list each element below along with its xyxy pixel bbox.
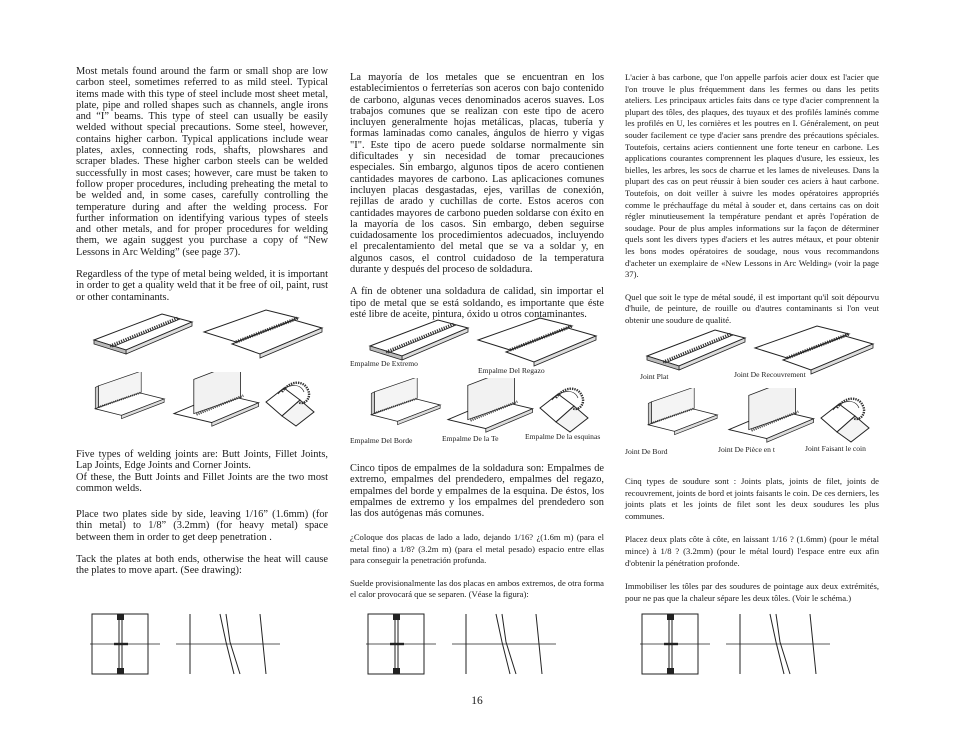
spanish-tack-diagram: [366, 612, 566, 683]
french-label-tee: Joint De Pièce en t: [718, 445, 775, 454]
spanish-label-edge: Empalme Del Borde: [350, 436, 413, 445]
french-regardless: Quel que soit le type de métal soudé, il est important qu'il soit dépourvu d'huile, de peinture, de rouille ou d'autres contaminants si l'on veut obtenir une soudure de qualité.: [625, 291, 879, 325]
english-column: [76, 66, 328, 303]
english-regardless: Regardless of the type of metal being welded, it is important in order to get a quality weld that it be free of oil, paint, rust or other contaminants.: [76, 269, 328, 303]
french-joints: Cinq types de soudure sont : Joints plats, joints de filet, joints de recouvrement, joints de bord et joints faisants le coin. De ces derniers, les joints plats et les joints de filet sont les deux soudures les plus communes.: [625, 476, 879, 521]
page-number: 16: [471, 695, 483, 707]
french-column: [625, 72, 879, 326]
english-tack: Tack the plates at both ends, otherwise the heat will cause the plates to move apart. (See drawing):: [76, 554, 328, 577]
french-label-butt: Joint Plat: [640, 372, 669, 381]
french-butt-lap-illustration: [645, 318, 885, 378]
spanish-label-corner: Empalme De la esquinas: [525, 432, 601, 441]
spanish-column: [350, 72, 604, 320]
english-place: Place two plates side by side, leaving 1/16” (1.6mm) (for thin metal) to 1/8” (3.2mm) (for heavy metal) space between them in order to get deep penetration .: [76, 509, 328, 543]
english-tack-diagram: [90, 612, 290, 683]
french-label-corner: Joint Faisant le coin: [805, 444, 866, 453]
french-intro: L'acier à bas carbone, que l'on appelle parfois acier doux est l'acier que l'on trouve le plus fréquemment dans les fermes ou dans les petits ateliers. Les principaux articles faits dans ce type d'acier comprennent la plupart des tôles, des plaques, des tuyaux et des profilés laminés comme les profilés en U, les cornières et les poutres en I. Généralement, on peut souder facilement ce type d'acier sans prendre des précautions spéciales. Toutefois, certains aciers contiennent une forte teneur en carbone. Les applications courantes comprennent les plaques d'usure, les essieux, les bielles, les arbres, les socs de charrue et les lames de niveleuses. Dans la plupart des cas on peut réussir à bien souder ces aciers à haut carbone. Toutefois, on doit veiller à suivre les modes opératoires appropriés comme le préchauffage du métal à souder et, dans certains cas on doit régler minutieusement la température pendant et après l'opération de soudage. Pour de plus amples informations sur la façon de déterminer quels sont les divers types d'aciers et les autres métaux, et pour obtenir les bons modes opératoires de soudage, nous vous recommandons d'acheter un exemplaire de «New Lessons in Arc Welding» (voir la page 37).: [625, 72, 879, 280]
spanish-label-tee: Empalme De la Te: [442, 434, 499, 443]
spanish-edge-tee-corner-illustration: [368, 378, 608, 438]
english-joints-text: [76, 449, 328, 577]
french-place: Placez deux plats côte à côte, en laissant 1/16 ? (1.6mm) (pour le métal mince) à 1/8 ? (3.2mm) (pour le métal lourd) l'espace entre eux afin d'obtenir la pénétration profonde.: [625, 534, 879, 568]
spanish-intro: La mayoría de los metales que se encuentran en los establecimientos o ferreterías son aceros con bajo contenido de carbono, algunas veces denominados aceros suaves. Los trabajos comunes que se realizan con este tipo de acero incluyen generalmente hojas metálicas, placas, tubería y formas laminadas como canales, ángulos de hierro y vigas "I". Este tipo de acero puede soldarse normalmente sin dificultades y sin necesidad de tomar precauciones especiales. Sin embargo, algunos tipos de acero contienen cantidades mayores de carbono. Las aplicaciones comunes incluyen placas desgastadas, ejes, varillas de conexión, rejillas de arado y cuchillas de corte. Estos aceros con cantidades mayores de carbono pueden soldarse con éxito en la mayoría de los casos. Sin embargo, deben seguirse cuidadosamente los procedimientos adecuados, incluyendo el precalentamiento del metal que se va a soldar y, en algunos casos, el control cuidadoso de la temperatura durante y después del proceso de soldadura.: [350, 72, 604, 276]
french-joints-text: [625, 476, 879, 604]
spanish-tack: Suelde provisionalmente las dos placas en ambos extremos, de otra forma el calor provocará que se separen. (Véase la figura):: [350, 577, 604, 600]
spanish-joints: Cinco tipos de empalmes de la soldadura son: Empalmes de extremo, empalmes del prendedero, empalmes del regazo, empalmes del borde y empalmes de la esquina. De éstos, los empalmes de extremo y los empalmes del prendedero son las dos autógenas más comunes.: [350, 463, 604, 520]
spanish-place: ¿Coloque dos placas de lado a lado, dejando 1/16? ¿(1.6m m) (para el metal fino) a 1/8? (3.2m m) (para el metal pesado) espacio entre ellas para conseguir la penetración profunda.: [350, 532, 604, 566]
french-label-edge: Joint De Bord: [625, 447, 668, 456]
spanish-joints-text: [350, 463, 604, 601]
spanish-label-butt: Empalme De Extremo: [350, 359, 418, 368]
english-common: Of these, the Butt Joints and Fillet Joints are the two most common welds.: [76, 471, 328, 494]
english-intro: Most metals found around the farm or small shop are low carbon steel, sometimes referred to as mild steel. Typical items made with this type of steel include most sheet metal, plate, pipe and rolled shapes such as channels, angle irons and “I” beams. This type of steel can usually be easily welded without special precautions. Some steel, however, contains higher carbon. Typical applications include wear plates, axles, connecting rods, shafts, plowshares and scraper blades. These higher carbon steels can be welded successfully in most cases; however, care must be taken to follow proper procedures, including preheating the metal to be welded and, in some cases, carefully controlling the temperature during and after the welding process. For further information on identifying various types of steels and other metals, and for proper procedures for welding them, we again suggest you purchase a copy of “New Lessons in Arc Welding” (see page 37).: [76, 66, 328, 258]
spanish-label-lap: Empalme Del Regazo: [478, 366, 545, 375]
english-butt-lap-illustration: [92, 302, 332, 362]
french-label-lap: Joint De Recouvrement: [734, 370, 806, 379]
french-edge-tee-corner-illustration: [645, 388, 885, 448]
english-edge-tee-corner-illustration: [92, 372, 332, 432]
french-tack-diagram: [640, 612, 840, 683]
spanish-regardless: A fín de obtener una soldadura de calidad, sin importar el tipo de metal que se está soldando, es importante que éste esté libre de aceite, pintura, óxido u otros contaminantes.: [350, 286, 604, 320]
english-joints: Five types of welding joints are: Butt Joints, Fillet Joints, Lap Joints, Edge Joints and Corner Joints.: [76, 449, 328, 472]
french-tack: Immobiliser les tôles par des soudures de pointage aux deux extrémités, pour ne pas que la chaleur sépare les deux tôles. (Voir le schéma.): [625, 581, 879, 603]
